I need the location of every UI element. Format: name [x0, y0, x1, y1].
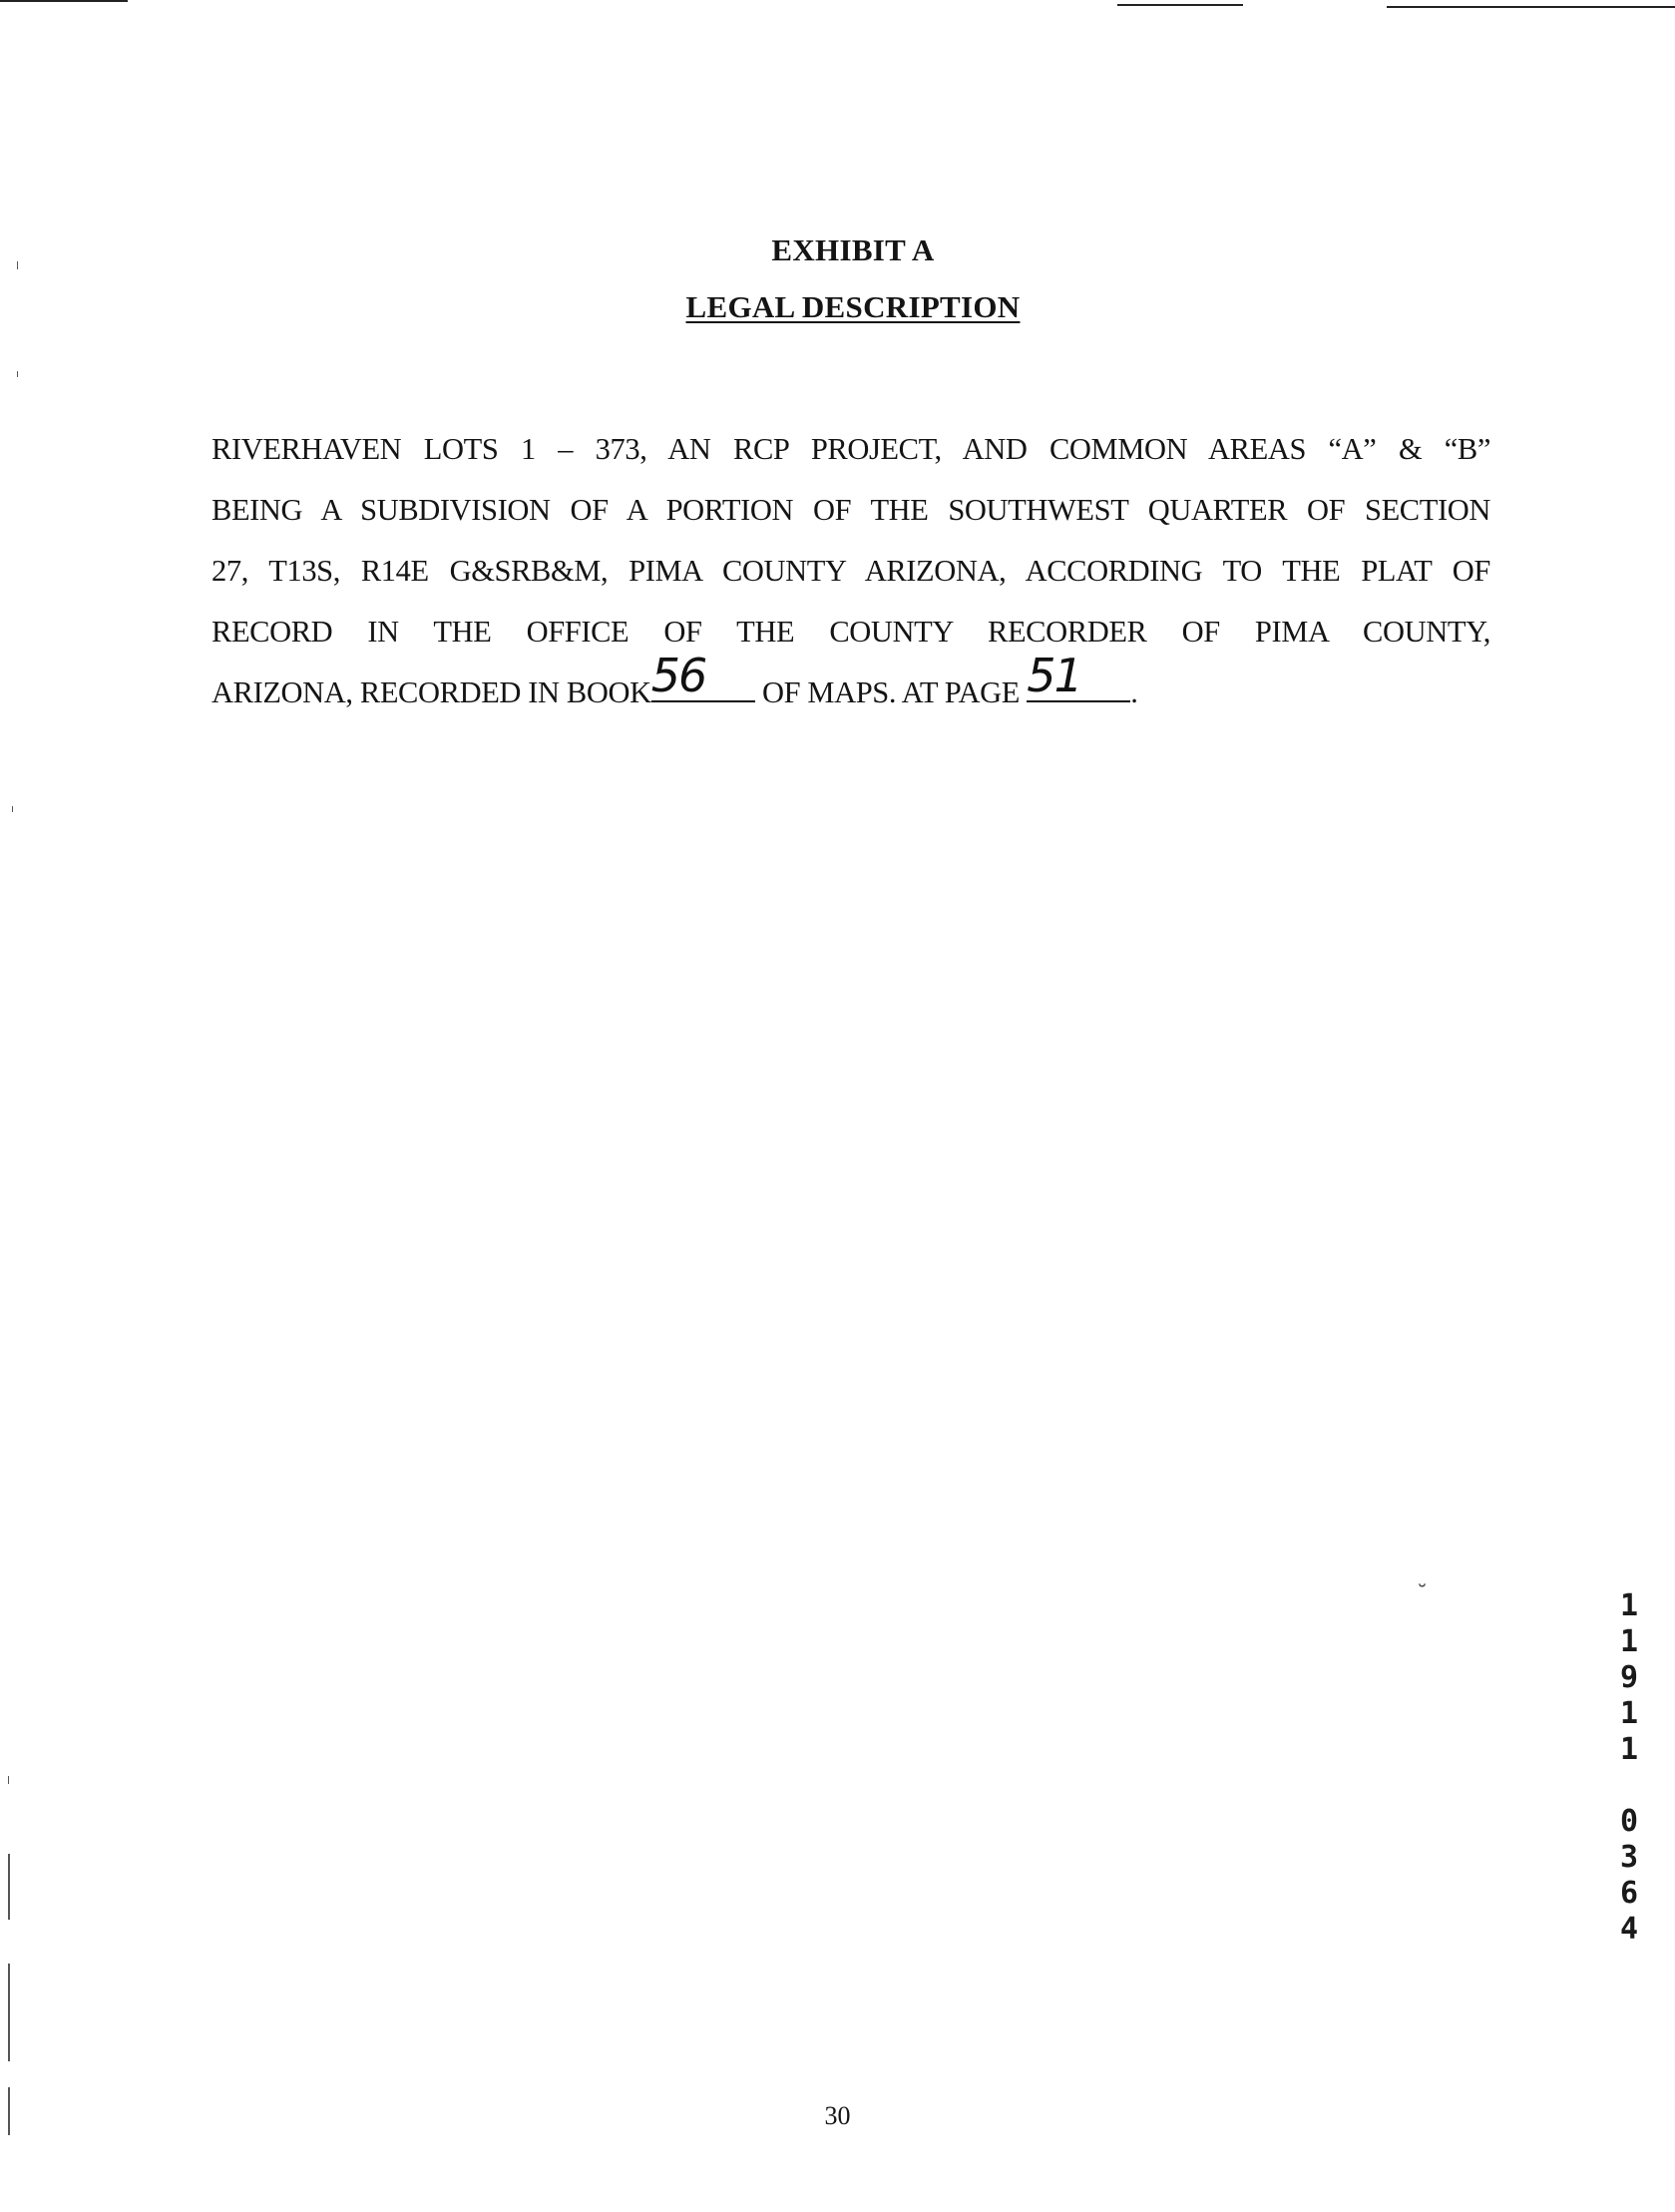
recorded-in-book-text: ARIZONA, RECORDED IN BOOK [211, 675, 651, 709]
recording-stamp-bottom [1614, 1804, 1644, 1948]
legal-description [211, 419, 1490, 723]
recording-stamp-top [1614, 1588, 1644, 1768]
exhibit-title: EXHIBIT A [771, 232, 935, 267]
sentence-period: . [1130, 675, 1138, 709]
legal-description-line: BEING A SUBDIVISION OF A PORTION OF THE SOUTHWEST QUARTER OF SECTION [211, 493, 1490, 527]
legal-description-line: RIVERHAVEN LOTS 1 – 373, AN RCP PROJECT, AND COMMON AREAS “A” & “B” [211, 432, 1490, 466]
stamp-digit: 4 [1619, 1912, 1639, 1947]
stamp-digit: 6 [1619, 1876, 1639, 1911]
scan-edge-line-middle [1117, 4, 1243, 6]
margin-tick [12, 806, 13, 812]
legal-description-line: 27, T13S, R14E G&SRB&M, PIMA COUNTY ARIZONA, ACCORDING TO THE PLAT OF [211, 554, 1490, 588]
legal-description-line: RECORD IN THE OFFICE OF THE COUNTY RECORDER OF PIMA COUNTY, [211, 615, 1490, 649]
book-number-field [650, 649, 755, 702]
margin-tick [17, 371, 18, 377]
page-reference-handwritten: 51 [1027, 649, 1081, 702]
scan-edge-line-left [0, 0, 128, 2]
scan-edge-line-right [1387, 6, 1675, 8]
margin-tick [8, 1776, 9, 1784]
stamp-digit: 1 [1619, 1696, 1639, 1731]
of-maps-at-page-text: OF MAPS. AT PAGE [761, 675, 1021, 709]
stamp-digit: 3 [1619, 1840, 1639, 1875]
margin-tick [8, 1854, 10, 1920]
legal-description-last-line [211, 649, 1490, 723]
stamp-digit: 1 [1619, 1624, 1639, 1659]
page-number: 30 [824, 2101, 851, 2130]
stamp-digit: 1 [1619, 1588, 1639, 1623]
book-number-handwritten: 56 [650, 649, 706, 702]
stamp-digit: 1 [1619, 1732, 1639, 1767]
stamp-digit: 9 [1619, 1660, 1639, 1695]
margin-mark: ˘ [1417, 1582, 1428, 1607]
margin-tick [8, 1964, 10, 2061]
section-title: LEGAL DESCRIPTION [685, 289, 1021, 324]
stamp-digit: 0 [1619, 1804, 1639, 1839]
page-reference-field [1027, 649, 1130, 702]
